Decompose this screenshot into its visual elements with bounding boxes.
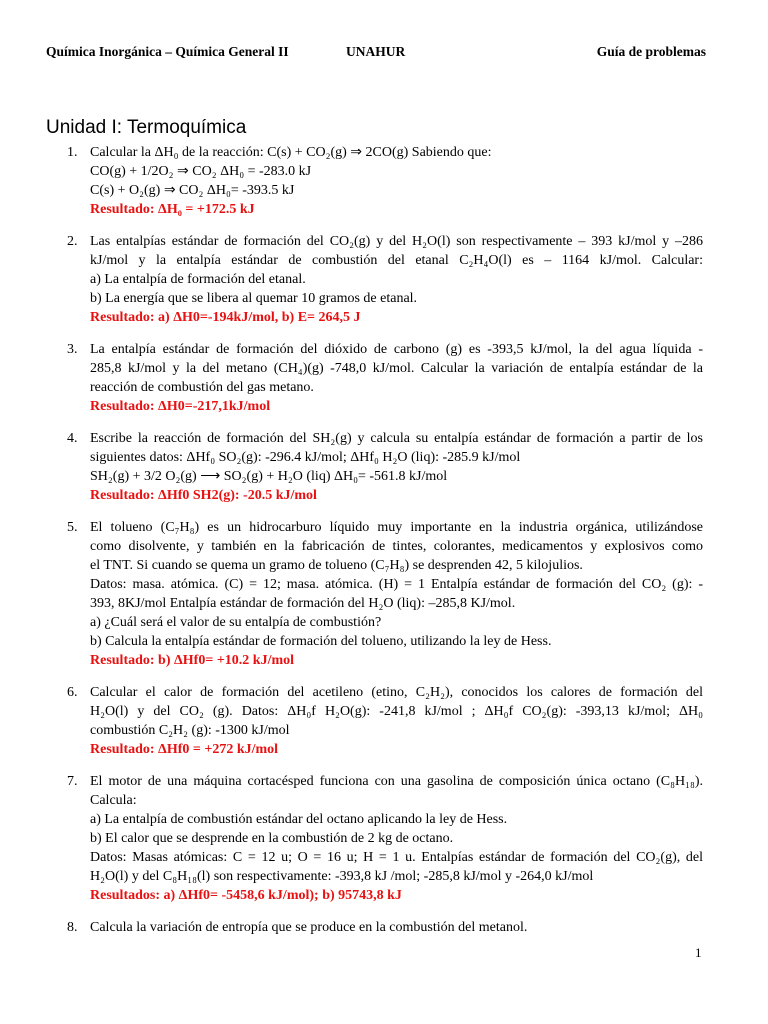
problem-text-line: b) Calcula la entalpía estándar de formación del tolueno, utilizando la ley de Hess. xyxy=(90,634,552,649)
problem-text-line: kJ/mol y la entalpía estándar de combustión del etanal C₂H₄O(l) es – 1164 kJ/mol. Calcular: xyxy=(90,253,703,268)
problem-text-line: 393, 8KJ/mol Entalpía estándar de formación del H₂O (liq): –285,8 KJ/mol. xyxy=(90,596,516,611)
problem-text-line: H₂O(l) y del C₈H₁₈(l) son respectivamente: -393,8 kJ /mol; -285,8 kJ/mol y -264,0 kJ/mol xyxy=(90,869,594,884)
problem-result: Resultado: ΔHf0 SH2(g): -20.5 kJ/mol xyxy=(90,488,317,503)
problem-text-line: Las entalpías estándar de formación del CO₂(g) y del H₂O(l) son respectivamente – 393 kJ/mol y –286 xyxy=(90,234,703,249)
problem-text-line: reacción de combustión del gas metano. xyxy=(90,380,314,395)
problem-text-line: Datos: masa. atómica. (C) = 12; masa. atómica. (H) = 1 Entalpía estándar de formación del CO₂ (g): - xyxy=(90,577,703,592)
problem-item xyxy=(0,518,703,670)
problem-text-line: a) La entalpía de combustión estándar del octano aplicando la ley de Hess. xyxy=(90,812,508,827)
header-guide: Guía de problemas xyxy=(596,44,706,59)
problem-text-line: Calcular el calor de formación del acetileno (etino, C₂H₂), conocidos los calores de formación del xyxy=(90,685,703,700)
problem-item xyxy=(0,232,703,327)
problem-text-line: La entalpía estándar de formación del dióxido de carbono (g) es -393,5 kJ/mol, la del agua líquida - xyxy=(90,342,703,357)
problem-text-line: C(s) + O₂(g) ⇒ CO₂ ΔH₀= -393.5 kJ xyxy=(90,183,295,198)
header-course: Química Inorgánica – Química General II xyxy=(46,44,289,59)
problem-number: 8. xyxy=(67,920,78,935)
problem-number: 6. xyxy=(67,685,78,700)
problem-result: Resultado: b) ΔHf0= +10.2 kJ/mol xyxy=(90,653,295,668)
problem-item xyxy=(0,683,703,759)
problem-item xyxy=(0,429,703,505)
problem-text-line: SH₂(g) + 3/2 O₂(g) ⟶ SO₂(g) + H₂O (liq) ΔH₀= -561.8 kJ/mol xyxy=(90,469,448,484)
problem-result: Resultado: ΔH₀ = +172.5 kJ xyxy=(90,202,255,217)
problem-number: 7. xyxy=(67,774,78,789)
problem-number: 5. xyxy=(67,520,78,535)
problem-text-line: CO(g) + 1/2O₂ ⇒ CO₂ ΔH₀ = -283.0 kJ xyxy=(90,164,312,179)
problem-text-line: Calcula la variación de entropía que se produce en la combustión del metanol. xyxy=(90,920,528,935)
problem-text-line: Calcular la ΔH₀ de la reacción: C(s) + CO₂(g) ⇒ 2CO(g) Sabiendo que: xyxy=(90,145,492,160)
problem-number: 1. xyxy=(67,145,78,160)
problem-text-line: H₂O(l) y del CO₂ (g). Datos: ΔH₀f H₂O(g): -241,8 kJ/mol ; ΔH₀f CO₂(g): -393,13 kJ/mol; ΔH₀ xyxy=(90,704,703,719)
problem-number: 4. xyxy=(67,431,78,446)
problem-text-line: combustión C₂H₂ (g): -1300 kJ/mol xyxy=(90,723,290,738)
problem-text-line: a) ¿Cuál será el valor de su entalpía de combustión? xyxy=(90,615,382,630)
problem-item xyxy=(0,918,703,937)
problem-text-line: como disolvente, y también en la fabricación de tintes, colorantes, medicamentos y explosivos como xyxy=(90,539,703,554)
unit-title: Unidad I: Termoquímica xyxy=(46,117,247,138)
problem-item xyxy=(0,772,703,905)
problem-text-line: siguientes datos: ΔHf₀ SO₂(g): -296.4 kJ/mol; ΔHf₀ H₂O (liq): -285.9 kJ/mol xyxy=(90,450,521,465)
problem-text-line: El tolueno (C₇H₈) es un hidrocarburo líquido muy importante en la industria orgánica, utilizándose xyxy=(90,520,703,535)
problem-text-line: Calcula: xyxy=(90,793,137,808)
problem-text-line: b) El calor que se desprende en la combustión de 2 kg de octano. xyxy=(90,831,454,846)
problem-number: 3. xyxy=(67,342,78,357)
problem-text-line: el TNT. Si cuando se quema un gramo de tolueno (C₇H₈) se desprenden 42, 5 kilojulios. xyxy=(90,558,583,573)
header-university: UNAHUR xyxy=(346,44,406,59)
problem-number: 2. xyxy=(67,234,78,249)
page-header xyxy=(46,44,706,66)
problem-text-line: El motor de una máquina cortacésped funciona con una gasolina de composición única octano (C₈H₁₈). xyxy=(90,774,703,789)
problem-text-line: 285,8 kJ/mol y la del metano (CH₄)(g) -748,0 kJ/mol. Calcular la variación de entalpía estándar de la xyxy=(90,361,703,376)
problem-result: Resultado: ΔHf0 = +272 kJ/mol xyxy=(90,742,279,757)
problem-result: Resultados: a) ΔHf0= -5458,6 kJ/mol); b) 95743,8 kJ xyxy=(90,888,402,903)
problem-result: Resultado: ΔH0=-217,1kJ/mol xyxy=(90,399,271,414)
problem-item xyxy=(0,143,703,219)
problem-list xyxy=(0,143,768,950)
problem-text-line: b) La energía que se libera al quemar 10 gramos de etanal. xyxy=(90,291,418,306)
problem-item xyxy=(0,340,703,416)
problem-text-line: Datos: Masas atómicas: C = 12 u; O = 16 u; H = 1 u. Entalpías estándar de formación del CO₂(g), del xyxy=(90,850,703,865)
problem-result: Resultado: a) ΔH0=-194kJ/mol, b) E= 264,5 J xyxy=(90,310,361,325)
page-number: 1 xyxy=(695,945,702,960)
problem-text-line: Escribe la reacción de formación del SH₂(g) y calcula su entalpía estándar de formación a partir de los xyxy=(90,431,703,446)
problem-text-line: a) La entalpía de formación del etanal. xyxy=(90,272,306,287)
